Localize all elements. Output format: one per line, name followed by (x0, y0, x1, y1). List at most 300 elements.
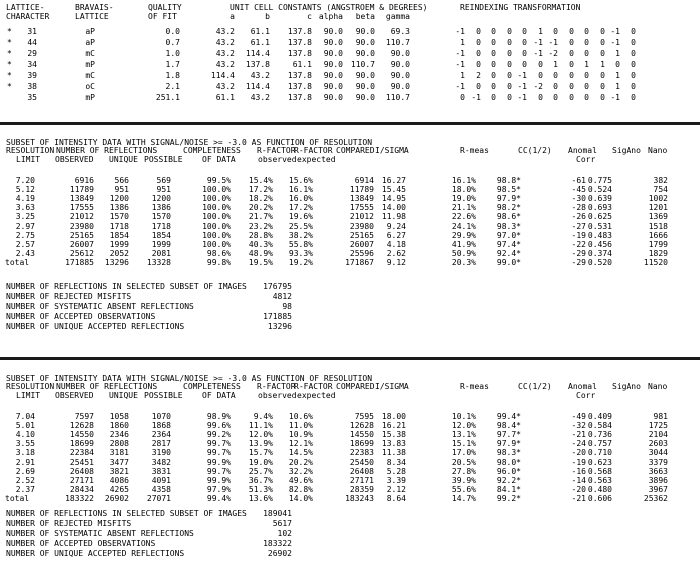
table-cell: 0.693 (587, 203, 612, 213)
table-cell: 13328 (146, 257, 171, 267)
table-cell: 951 (156, 185, 171, 195)
table-cell: 14.5% (288, 448, 313, 458)
summary-value: 13296 (267, 322, 292, 331)
table-cell: 84.1* (496, 484, 521, 494)
table-cell: -27 (571, 221, 586, 231)
table-cell: 9.24 (386, 221, 406, 231)
column-header: RESOLUTION (6, 146, 55, 155)
table-cell: 1799 (648, 239, 668, 249)
table-cell: 98.9% (206, 412, 231, 421)
table-cell: 100.0% (202, 185, 231, 195)
reindex-value: -1 (610, 38, 620, 47)
reindex-value: 2 (476, 71, 481, 80)
reindex-value: -1 (533, 49, 543, 58)
column-header: R-meas (460, 146, 489, 155)
table-cell: 19.0% (248, 457, 273, 467)
table-cell: -16 (571, 466, 586, 476)
reindex-value: 0 (631, 49, 636, 58)
cell-constant: 61.1 (292, 60, 312, 69)
table-cell: 14550 (349, 430, 374, 440)
summary-label: NUMBER OF REJECTED MISFITS (6, 292, 132, 301)
summary-value: 4812 (272, 292, 292, 301)
resolution-limit: 2.43 (15, 248, 35, 258)
table-cell: 100.0% (202, 203, 231, 213)
reindex-value: 0 (460, 93, 465, 102)
table-cell: 1999 (109, 239, 129, 249)
table-cell: 38.2% (288, 230, 313, 240)
table-cell: 0.456 (587, 239, 612, 249)
column-header: SigAno (612, 382, 641, 391)
table-cell: 0.736 (587, 430, 612, 440)
table-cell: 15.45 (381, 185, 406, 195)
resolution-limit: 3.25 (15, 212, 35, 222)
column-header: observed (258, 391, 297, 400)
reindex-value: 0 (569, 93, 574, 102)
cell-constant: 110.7 (385, 38, 410, 47)
cell-constant: 137.8 (245, 60, 270, 69)
table-cell: 13296 (104, 257, 129, 267)
table-cell: -24 (571, 439, 586, 449)
header-cell-col: gamma (385, 12, 410, 21)
table-cell: 1002 (648, 194, 668, 204)
table-cell: 0.568 (587, 466, 612, 476)
column-header: RESOLUTION (6, 382, 55, 391)
table-cell: 100.0% (202, 194, 231, 204)
reindex-value: 0 (600, 49, 605, 58)
table-cell: 97.9* (496, 439, 521, 449)
cell-constant: 43.2 (215, 49, 235, 58)
resolution-limit: 5.12 (15, 185, 35, 195)
table-cell: 25451 (69, 457, 94, 467)
table-cell: 55.6% (451, 484, 476, 494)
table-cell: 0.520 (587, 257, 612, 267)
reindex-value: 0 (522, 38, 527, 47)
header-quality: OF FIT (148, 12, 177, 21)
summary-label: NUMBER OF SYSTEMATIC ABSENT REFLECTIONS (6, 529, 194, 538)
table-cell: 29.9% (451, 230, 476, 240)
reindex-value: 0 (584, 71, 589, 80)
reindex-value: 1 (538, 27, 543, 36)
reindex-value: 0 (600, 82, 605, 91)
cell-constant: 43.2 (215, 27, 235, 36)
table-cell: 6916 (74, 176, 94, 185)
table-cell: 11.1% (248, 421, 273, 431)
table-cell: 3967 (648, 484, 668, 494)
table-cell: 382 (653, 176, 668, 185)
cell-constant: 90.0 (355, 71, 375, 80)
table-cell: -19 (571, 230, 586, 240)
reindex-value: 0 (584, 27, 589, 36)
reindex-value: 1 (460, 38, 465, 47)
cell-constant: 90.0 (390, 82, 410, 91)
reindex-value: -1 (517, 82, 527, 91)
cell-constant: 90.0 (323, 93, 343, 102)
cell-constant: 90.0 (323, 27, 343, 36)
cell-constant: 43.2 (215, 38, 235, 47)
table-cell: 10.1% (451, 412, 476, 421)
reindex-value: 0 (538, 71, 543, 80)
table-cell: 1718 (151, 221, 171, 231)
table-cell: 183243 (345, 493, 374, 503)
column-header: OBSERVED (55, 155, 94, 164)
table-cell: -49 (571, 412, 586, 421)
summary-label: NUMBER OF ACCEPTED OBSERVATIONS (6, 539, 156, 548)
table-cell: 11.98 (381, 212, 406, 222)
resolution-limit: 4.19 (15, 194, 35, 204)
table-cell: 39.9% (451, 475, 476, 485)
reindex-value: -1 (533, 38, 543, 47)
table-cell: -20 (571, 448, 586, 458)
quality-of-fit: 251.1 (155, 93, 180, 102)
table-cell: 3181 (109, 448, 129, 458)
table-cell: 17.0% (451, 448, 476, 458)
column-header: Corr (576, 155, 596, 164)
cell-constant: 90.0 (390, 71, 410, 80)
column-header: Anomal (568, 146, 597, 155)
reindex-value: -1 (610, 93, 620, 102)
header-lattice: CHARACTER (6, 12, 50, 21)
table-cell: 11520 (643, 257, 668, 267)
table-cell: -32 (571, 421, 586, 431)
table-cell: 0.757 (587, 439, 612, 449)
reindex-value: 0 (600, 93, 605, 102)
table-cell: 99.9% (206, 475, 231, 485)
table-cell: 15.7% (248, 448, 273, 458)
reindex-value: 0 (538, 93, 543, 102)
table-cell: 14.95 (381, 194, 406, 204)
table-cell: 15.38 (381, 430, 406, 440)
table-cell: 18699 (349, 439, 374, 449)
table-cell: 25.5% (288, 221, 313, 231)
table-cell: 93.3% (288, 248, 313, 258)
reindex-value: 0 (476, 49, 481, 58)
reindex-value: 0 (569, 38, 574, 47)
table-cell: 1200 (109, 194, 129, 204)
table-cell: 0.374 (587, 248, 612, 258)
column-header: I/SIGMA (375, 382, 409, 391)
column-header: R-FACTOR (294, 146, 333, 155)
table-cell: 4.18 (386, 239, 406, 249)
resolution-limit: 2.52 (15, 475, 35, 485)
table-cell: 97.9* (496, 194, 521, 204)
table-cell: -45 (571, 185, 586, 195)
table-cell: 18.0% (451, 185, 476, 195)
reindex-value: -1 (610, 27, 620, 36)
table-cell: 1999 (151, 239, 171, 249)
table-cell: 0.483 (587, 230, 612, 240)
reindex-value: 1 (615, 49, 620, 58)
resolution-limit: 2.97 (15, 221, 35, 231)
table-cell: -14 (571, 475, 586, 485)
table-cell: 23980 (349, 221, 374, 231)
cell-constant: 90.0 (323, 49, 343, 58)
table-cell: 0.775 (587, 176, 612, 185)
column-header: I/SIGMA (375, 146, 409, 155)
quality-of-fit: 0.0 (165, 27, 180, 36)
table-cell: 21012 (69, 212, 94, 222)
quality-of-fit: 1.7 (165, 60, 180, 69)
table-cell: 1386 (151, 203, 171, 213)
table-cell: 7597 (74, 412, 94, 421)
table-cell: 2817 (151, 439, 171, 449)
table-cell: 23.2% (248, 221, 273, 231)
column-header: Anomal (568, 382, 597, 391)
reindex-value: 0 (600, 71, 605, 80)
table-cell: 18.2% (248, 194, 273, 204)
cell-constant: 90.0 (355, 27, 375, 36)
summary-value: 26902 (267, 549, 292, 558)
table-cell: 28434 (69, 484, 94, 494)
column-header: COMPARED (336, 382, 375, 391)
column-header: CC(1/2) (518, 382, 552, 391)
cell-constant: 137.8 (287, 93, 312, 102)
row-marker: * (7, 27, 12, 36)
table-cell: 8.34 (386, 457, 406, 467)
table-cell: 12628 (69, 421, 94, 431)
reindex-value: 0 (491, 38, 496, 47)
reindex-value: 0 (491, 71, 496, 80)
table-cell: 951 (114, 185, 129, 195)
column-header: COMPLETENESS (183, 146, 241, 155)
table-cell: 4358 (151, 484, 171, 494)
column-header: expected (297, 391, 336, 400)
table-cell: 17.2% (288, 203, 313, 213)
resolution-limit: 3.63 (15, 203, 35, 213)
stats-title: SUBSET OF INTENSITY DATA WITH SIGNAL/NOISE >= -3.0 AS FUNCTION OF RESOLUTION (6, 374, 373, 383)
table-cell: 8.64 (386, 493, 406, 503)
lattice-character: 29 (27, 49, 37, 58)
table-cell: 22383 (349, 448, 374, 458)
cell-constant: 137.8 (287, 27, 312, 36)
column-header: R-FACTOR (257, 382, 296, 391)
table-cell: 98.0* (496, 457, 521, 467)
cell-constant: 110.7 (350, 60, 375, 69)
bravais-lattice: aP (85, 38, 95, 47)
reindex-value: 0 (569, 27, 574, 36)
table-cell: 97.9% (206, 484, 231, 494)
table-cell: 11.38 (381, 448, 406, 458)
reindex-value: -2 (533, 82, 543, 91)
reindex-value: -1 (517, 71, 527, 80)
column-header: UNIQUE (109, 391, 138, 400)
table-cell: 4086 (109, 475, 129, 485)
header-cell-col: c (307, 12, 312, 21)
table-cell: 1070 (151, 412, 171, 421)
reindex-value: 0 (631, 71, 636, 80)
reindex-value: 0 (507, 60, 512, 69)
column-header: OBSERVED (55, 391, 94, 400)
summary-label: NUMBER OF REFLECTIONS IN SELECTED SUBSET OF IMAGES (6, 509, 247, 518)
header-unit-cell: UNIT CELL CONSTANTS (ANGSTROEM & DEGREES) (230, 3, 428, 12)
table-cell: 36.7% (248, 475, 273, 485)
table-cell: 13849 (69, 194, 94, 204)
table-cell: 12.1% (288, 439, 313, 449)
resolution-limit: 7.20 (15, 176, 35, 185)
table-cell: 11.0% (288, 421, 313, 431)
table-cell: 98.6* (496, 212, 521, 222)
table-cell: 13.83 (381, 439, 406, 449)
table-cell: 11789 (349, 185, 374, 195)
table-cell: 23980 (69, 221, 94, 231)
table-cell: 2603 (648, 439, 668, 449)
table-cell: 21.7% (248, 212, 273, 222)
reindex-value: 1 (584, 60, 589, 69)
table-cell: 0.563 (587, 475, 612, 485)
reindex-value: 0 (476, 27, 481, 36)
cell-constant: 90.0 (323, 60, 343, 69)
stats-title: SUBSET OF INTENSITY DATA WITH SIGNAL/NOISE >= -3.0 AS FUNCTION OF RESOLUTION (6, 138, 373, 147)
reindex-value: 0 (507, 27, 512, 36)
table-cell: 98.3* (496, 448, 521, 458)
table-cell: 82.8% (288, 484, 313, 494)
reindex-value: -1 (455, 60, 465, 69)
stats-panel-1 (0, 130, 700, 352)
quality-of-fit: 2.1 (165, 82, 180, 91)
table-cell: 16.0% (288, 194, 313, 204)
table-cell: 97.4* (496, 239, 521, 249)
reindex-value: -1 (471, 93, 481, 102)
table-cell: 14.0% (288, 493, 313, 503)
column-header: Nano (648, 146, 668, 155)
table-cell: 14550 (69, 430, 94, 440)
reindex-value: 0 (522, 27, 527, 36)
lattice-character: 39 (27, 71, 37, 80)
table-cell: 99.7% (206, 439, 231, 449)
table-cell: 25165 (69, 230, 94, 240)
lattice-character: 38 (27, 82, 37, 91)
resolution-limit: 5.01 (15, 421, 35, 431)
table-cell: 13849 (349, 194, 374, 204)
table-cell: 1829 (648, 248, 668, 258)
table-cell: 0.625 (587, 212, 612, 222)
table-cell: 100.0% (202, 221, 231, 231)
table-cell: 171885 (65, 257, 94, 267)
table-cell: 17555 (349, 203, 374, 213)
table-cell: 1386 (109, 203, 129, 213)
table-cell: 1860 (109, 421, 129, 431)
table-cell: 4265 (109, 484, 129, 494)
table-cell: 25362 (643, 493, 668, 503)
table-cell: 100.0% (202, 230, 231, 240)
table-cell: 16.1% (288, 185, 313, 195)
cell-constant: 90.0 (390, 49, 410, 58)
table-cell: 99.8% (206, 257, 231, 267)
summary-label: NUMBER OF UNIQUE ACCEPTED REFLECTIONS (6, 549, 185, 558)
table-cell: 99.5% (206, 176, 231, 185)
cell-constant: 137.8 (287, 49, 312, 58)
reindex-value: 1 (460, 71, 465, 80)
reindex-value: 0 (631, 93, 636, 102)
reindex-value: 0 (553, 71, 558, 80)
summary-value: 183322 (263, 539, 292, 548)
table-cell: -20 (571, 484, 586, 494)
table-cell: 14.00 (381, 203, 406, 213)
resolution-limit: total (5, 493, 30, 503)
reindex-value: 1 (615, 82, 620, 91)
column-header: R-FACTOR (257, 146, 296, 155)
column-header: LIMIT (16, 155, 41, 164)
table-cell: -21 (571, 493, 586, 503)
reindex-value: 0 (615, 60, 620, 69)
reindex-value: 0 (631, 82, 636, 91)
cell-constant: 114.4 (245, 49, 270, 58)
table-cell: 0.710 (587, 448, 612, 458)
table-cell: 754 (653, 185, 668, 195)
table-cell: 98.5* (496, 185, 521, 195)
reindex-value: 0 (538, 60, 543, 69)
column-header: LIMIT (16, 391, 41, 400)
reindex-value: 0 (507, 71, 512, 80)
column-header: OF DATA (202, 155, 236, 164)
reindex-value: 0 (584, 93, 589, 102)
column-header: NUMBER OF REFLECTIONS (56, 382, 158, 391)
header-cell-col: a (230, 12, 235, 21)
table-cell: 99.0* (496, 257, 521, 267)
table-cell: 21012 (349, 212, 374, 222)
reindex-value: 0 (584, 38, 589, 47)
header-cell-col: alpha (318, 12, 343, 21)
table-cell: 15.4% (248, 176, 273, 185)
table-cell: 6.27 (386, 230, 406, 240)
table-cell: 1666 (648, 230, 668, 240)
table-cell: 2.12 (386, 484, 406, 494)
column-header: CC(1/2) (518, 146, 552, 155)
column-header: Corr (576, 391, 596, 400)
table-cell: 1201 (648, 203, 668, 213)
reindex-value: -2 (548, 49, 558, 58)
table-cell: 25612 (69, 248, 94, 258)
table-cell: 1570 (151, 212, 171, 222)
table-cell: 99.4* (496, 412, 521, 421)
table-cell: 183322 (65, 493, 94, 503)
table-cell: 3663 (648, 466, 668, 476)
table-cell: 0.531 (587, 221, 612, 231)
table-cell: 12.0% (451, 421, 476, 431)
table-cell: 12.0% (248, 430, 273, 440)
table-cell: 32.2% (288, 466, 313, 476)
reindex-value: -1 (548, 38, 558, 47)
table-cell: 13.1% (451, 430, 476, 440)
reindex-value: 0 (507, 82, 512, 91)
summary-label: NUMBER OF ACCEPTED OBSERVATIONS (6, 312, 156, 321)
header-bravais: LATTICE (75, 12, 109, 21)
table-cell: -28 (571, 203, 586, 213)
column-header: POSSIBLE (144, 391, 183, 400)
table-cell: 26408 (69, 466, 94, 476)
table-cell: 3379 (648, 457, 668, 467)
cell-constant: 90.0 (323, 38, 343, 47)
table-cell: 2346 (109, 430, 129, 440)
table-cell: 25165 (349, 230, 374, 240)
table-cell: 20.5% (451, 457, 476, 467)
cell-constant: 61.1 (250, 27, 270, 36)
reindex-value: 1 (615, 71, 620, 80)
table-cell: 3044 (648, 448, 668, 458)
table-cell: 1718 (109, 221, 129, 231)
lattice-character: 35 (27, 93, 37, 102)
row-marker: * (7, 60, 12, 69)
summary-label: NUMBER OF SYSTEMATIC ABSENT REFLECTIONS (6, 302, 194, 311)
table-cell: 7595 (354, 412, 374, 421)
resolution-limit: 2.37 (15, 484, 35, 494)
reindex-value: 0 (522, 60, 527, 69)
table-cell: 6914 (354, 176, 374, 185)
table-cell: -26 (571, 212, 586, 222)
column-header: POSSIBLE (144, 155, 183, 164)
reindex-value: 0 (507, 38, 512, 47)
table-cell: 2104 (648, 430, 668, 440)
table-cell: 16.1% (451, 176, 476, 185)
